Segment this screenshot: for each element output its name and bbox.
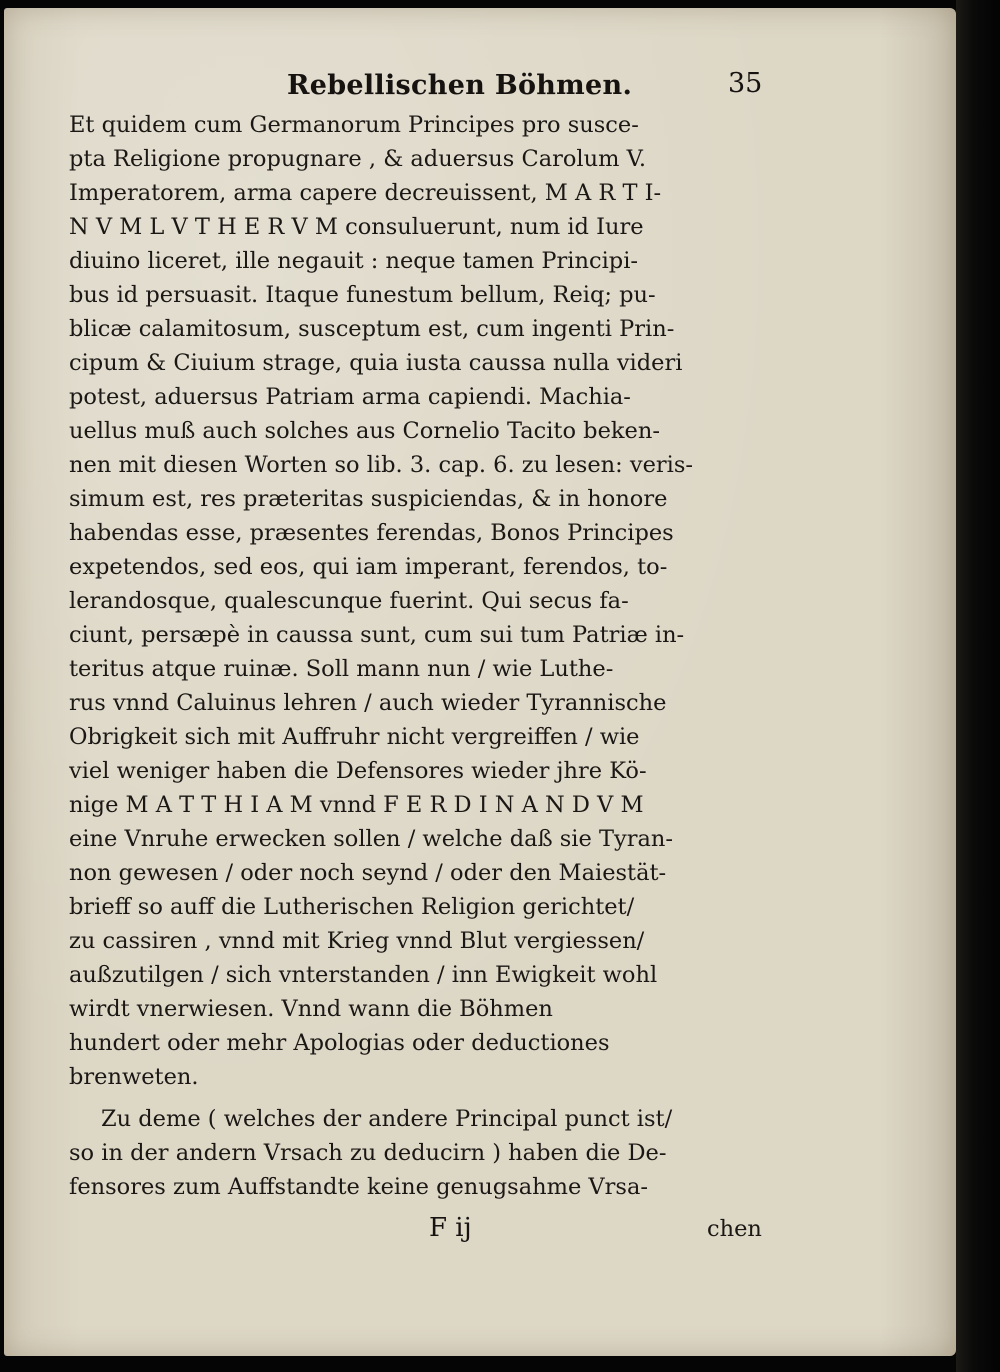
text-line: bus id persuasit. Itaque funestum bellum, Reiq; pu-: [69, 282, 656, 308]
text-line: fensores zum Auffstandte keine genugsahme Vrsa-: [69, 1174, 648, 1200]
page-number: 35: [728, 68, 763, 99]
text-line: Obrigkeit sich mit Auffruhr nicht vergreiffen / wie: [69, 724, 640, 750]
text-line: potest, aduersus Patriam arma capiendi. Machia-: [69, 384, 631, 410]
text-line: simum est, res præteritas suspiciendas, & in honore: [69, 486, 668, 512]
text-line: ciunt, persæpè in caussa sunt, cum sui tum Patriæ in-: [69, 622, 685, 648]
text-line: brieff so auff die Lutherischen Religion gerichtet/: [69, 894, 635, 920]
text-line: pta Religione propugnare , & aduersus Carolum V.: [69, 146, 647, 172]
text-line: cipum & Ciuium strage, quia iusta caussa nulla videri: [69, 350, 683, 376]
text-line: lerandosque, qualescunque fuerint. Qui secus fa-: [69, 588, 629, 614]
signature-mark: F ij: [429, 1213, 472, 1243]
text-line: blicæ calamitosum, susceptum est, cum ingenti Prin-: [69, 316, 675, 342]
text-line: Et quidem cum Germanorum Principes pro suscе-: [69, 112, 639, 138]
text-line: nen mit diesen Worten so lib. 3. cap. 6. zu lesen: veris-: [69, 452, 694, 478]
text-line: hundert oder mehr Apologias oder deductiones: [69, 1030, 610, 1056]
text-line: brenweten.: [69, 1064, 199, 1090]
text-line: eine Vnruhe erwecken sollen / welche daß sie Tyran-: [69, 826, 673, 852]
text-line: rus vnnd Caluinus lehren / auch wieder Tyrannische: [69, 690, 667, 716]
catchword: chen: [707, 1216, 762, 1242]
text-line: wirdt vnerwiesen. Vnnd wann die Böhmen: [69, 996, 553, 1022]
text-line: zu cassiren , vnnd mit Krieg vnnd Blut vergiessen/: [69, 928, 645, 954]
book-page: [4, 8, 956, 1356]
text-line: non gewesen / oder noch seynd / oder den Maiestät-: [69, 860, 667, 886]
text-line: N V M L V T H E R V M consuluerunt, num id Iure: [69, 214, 644, 240]
text-line: expetendos, sed eos, qui iam imperant, ferendos, to-: [69, 554, 668, 580]
text-line: Zu deme ( welches der andere Principal punct ist/: [101, 1106, 673, 1132]
text-line: nige M A T T H I A M vnnd F E R D I N A N D V M: [69, 792, 644, 818]
text-line: Imperatorem, arma capere decreuissent, M A R T I-: [69, 180, 662, 206]
text-line: außzutilgen / sich vnterstanden / inn Ewigkeit wohl: [69, 962, 658, 988]
text-line: diuino liceret, ille negauit : neque tamen Principi-: [69, 248, 638, 274]
text-line: uellus muß auch solches aus Cornelio Tacito beken-: [69, 418, 660, 444]
text-line: so in der andern Vrsach zu deducirn ) haben die De-: [69, 1140, 667, 1166]
text-line: teritus atque ruinæ. Soll mann nun / wie Luthe-: [69, 656, 614, 682]
book-edge: [956, 0, 1000, 1372]
running-header: Rebellischen Böhmen.: [287, 70, 633, 101]
text-line: viel weniger haben die Defensores wieder jhre Kö-: [69, 758, 647, 784]
text-line: habendas esse, præsentes ferendas, Bonos Principes: [69, 520, 674, 546]
